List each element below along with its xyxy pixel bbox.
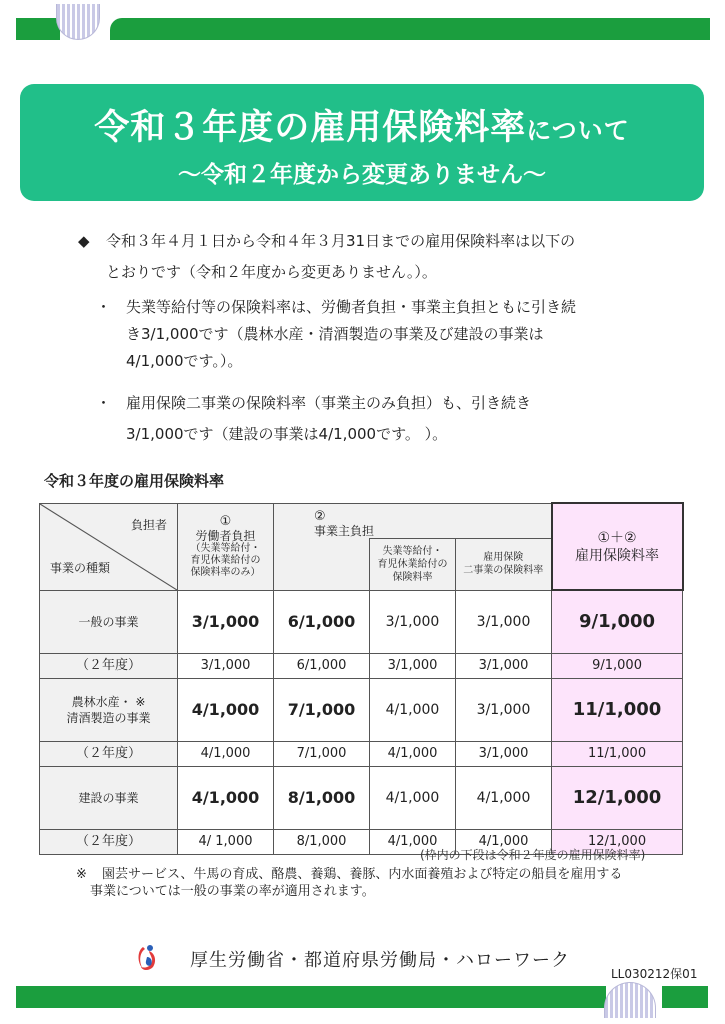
bottom-decoration-emblem — [604, 982, 656, 1018]
table-corner-header — [40, 503, 178, 590]
category-line: 農林水産・ ※ — [71, 694, 146, 709]
header-employer-label: 事業主負担 — [314, 523, 375, 538]
bullet-dot-icon: ・ — [96, 298, 112, 316]
title-suffix: について — [526, 116, 630, 145]
cell-employer-two-programs: 3/1,000 — [456, 678, 552, 741]
cell-worker: 4/1,000 — [178, 678, 274, 741]
top-decoration-bar-right — [110, 18, 710, 40]
rate-table — [39, 502, 684, 855]
employer-spacer — [274, 538, 370, 590]
row-prev-label: （２年度） — [40, 829, 178, 854]
header-worker-share — [178, 503, 274, 590]
cell-prev-employer-unemployment: 4/1,000 — [370, 829, 456, 854]
cell-prev-total: 12/1,000 — [552, 829, 683, 854]
bullet-1-line-3: 4/1,000です。）。 — [126, 352, 243, 370]
page-subtitle: ～令和２年度から変更ありません～ — [178, 162, 546, 188]
intro-line-1: 令和３年４月１日から令和４年３月31日までの雇用保険料率は以下の — [106, 232, 576, 250]
header-worker-label: 労働者負担 — [195, 528, 256, 543]
bullet-dot-icon: ・ — [96, 394, 112, 412]
document-code: LL030212保01 — [611, 967, 698, 981]
diamond-bullet-icon: ◆ — [78, 232, 90, 250]
category-line: 建設の事業 — [78, 790, 139, 805]
cell-prev-worker: 4/1,000 — [178, 741, 274, 766]
top-decoration-bar-left — [16, 18, 60, 40]
intro-paragraph — [78, 226, 678, 288]
subheader-line: 育児休業給付の — [377, 558, 448, 570]
row-prev-label: （２年度） — [40, 741, 178, 766]
bullet-item-2 — [96, 388, 676, 450]
footnote-line-2: 事業については一般の事業の率が適用されます。 — [90, 884, 375, 899]
header-worker-note-2: 育児休業給付の — [190, 554, 261, 566]
top-decoration-emblem — [56, 4, 100, 40]
subheader-line: 雇用保険 — [483, 552, 524, 563]
header-worker-number: ① — [219, 513, 232, 529]
table-row — [40, 766, 683, 829]
category-line: 一般の事業 — [78, 614, 139, 629]
cell-prev-worker: 4/ 1,000 — [178, 829, 274, 854]
cell-total: 9/1,000 — [552, 590, 683, 653]
title-main: 令和３年度の雇用保険料率 — [94, 108, 527, 148]
header-total-label: 雇用保険料率 — [575, 547, 660, 564]
header-employer-unemployment — [370, 538, 456, 590]
table-row — [40, 590, 683, 653]
corner-label-payer: 負担者 — [130, 517, 167, 532]
footnote-marker: ※ — [76, 867, 87, 882]
cell-employer: 6/1,000 — [274, 590, 370, 653]
footnote — [76, 866, 676, 900]
cell-employer: 8/1,000 — [274, 766, 370, 829]
cell-prev-employer: 7/1,000 — [274, 741, 370, 766]
header-employer-number: ② — [314, 508, 326, 524]
footnote-line-1: 園芸サービス、牛馬の育成、酪農、養鶏、養豚、内水面養殖および特定の船員を雇用する — [102, 867, 623, 882]
cell-employer: 7/1,000 — [274, 678, 370, 741]
cell-worker: 3/1,000 — [178, 590, 274, 653]
table-row — [40, 678, 683, 741]
cell-prev-employer-two-programs: 4/1,000 — [456, 829, 552, 854]
subheader-line: 保険料率 — [392, 571, 433, 583]
header-employer-two-programs — [456, 538, 552, 590]
row-category — [40, 678, 178, 741]
header-worker-note-1: （失業等給付・ — [190, 542, 261, 554]
intro-line-2: とおりです（令和２年度から変更ありません。）。 — [106, 263, 437, 281]
header-worker-note-3: 保険料率のみ） — [190, 566, 261, 578]
cell-employer-unemployment: 4/1,000 — [370, 678, 456, 741]
cell-total: 12/1,000 — [552, 766, 683, 829]
bullet-item-1 — [96, 294, 676, 375]
header-total-rate — [552, 503, 683, 590]
table-title: 令和３年度の雇用保険料率 — [44, 472, 225, 490]
cell-employer-unemployment: 4/1,000 — [370, 766, 456, 829]
row-category — [40, 590, 178, 653]
header-employer-share — [274, 503, 552, 538]
cell-prev-employer-two-programs: 3/1,000 — [456, 653, 552, 678]
cell-prev-employer-unemployment: 3/1,000 — [370, 653, 456, 678]
cell-employer-two-programs: 3/1,000 — [456, 590, 552, 653]
corner-label-business-type: 事業の種類 — [50, 560, 111, 575]
row-prev-label: （２年度） — [40, 653, 178, 678]
organization-name: 厚生労働省・都道府県労働局・ハローワーク — [190, 950, 570, 971]
table-note: (枠内の下段は令和２年度の雇用保険料率) — [420, 848, 646, 862]
cell-employer-unemployment: 3/1,000 — [370, 590, 456, 653]
bullet-2-line-1: 雇用保険二事業の保険料率（事業主のみ負担）も、引き続き — [126, 394, 532, 412]
bullet-1-line-2: き3/1,000です（農林水産・清酒製造の事業及び建設の事業は — [126, 325, 544, 343]
header-total-number: ①＋② — [597, 529, 637, 546]
cell-total: 11/1,000 — [552, 678, 683, 741]
cell-prev-employer: 8/1,000 — [274, 829, 370, 854]
category-line: 清酒製造の事業 — [66, 710, 151, 725]
cell-prev-total: 9/1,000 — [552, 653, 683, 678]
bullet-1-line-1: 失業等給付等の保険料率は、労働者負担・事業主負担ともに引き続 — [126, 298, 577, 316]
subheader-line: 失業等給付・ — [382, 545, 443, 557]
table-row-previous-year — [40, 741, 683, 766]
cell-prev-total: 11/1,000 — [552, 741, 683, 766]
subheader-line: 二事業の保険料率 — [463, 565, 544, 576]
page-title — [20, 100, 704, 150]
row-category — [40, 766, 178, 829]
table-row-previous-year — [40, 653, 683, 678]
cell-prev-worker: 3/1,000 — [178, 653, 274, 678]
cell-prev-employer-two-programs: 3/1,000 — [456, 741, 552, 766]
cell-prev-employer: 6/1,000 — [274, 653, 370, 678]
cell-employer-two-programs: 4/1,000 — [456, 766, 552, 829]
bottom-decoration-bar-left — [16, 986, 606, 1008]
cell-prev-employer-unemployment: 4/1,000 — [370, 741, 456, 766]
cell-worker: 4/1,000 — [178, 766, 274, 829]
ministry-logo-icon — [135, 943, 163, 973]
bottom-decoration-bar-right — [662, 986, 708, 1008]
bullet-2-line-2: 3/1,000です（建設の事業は4/1,000です。 ）。 — [126, 425, 448, 443]
header-banner — [20, 84, 704, 201]
